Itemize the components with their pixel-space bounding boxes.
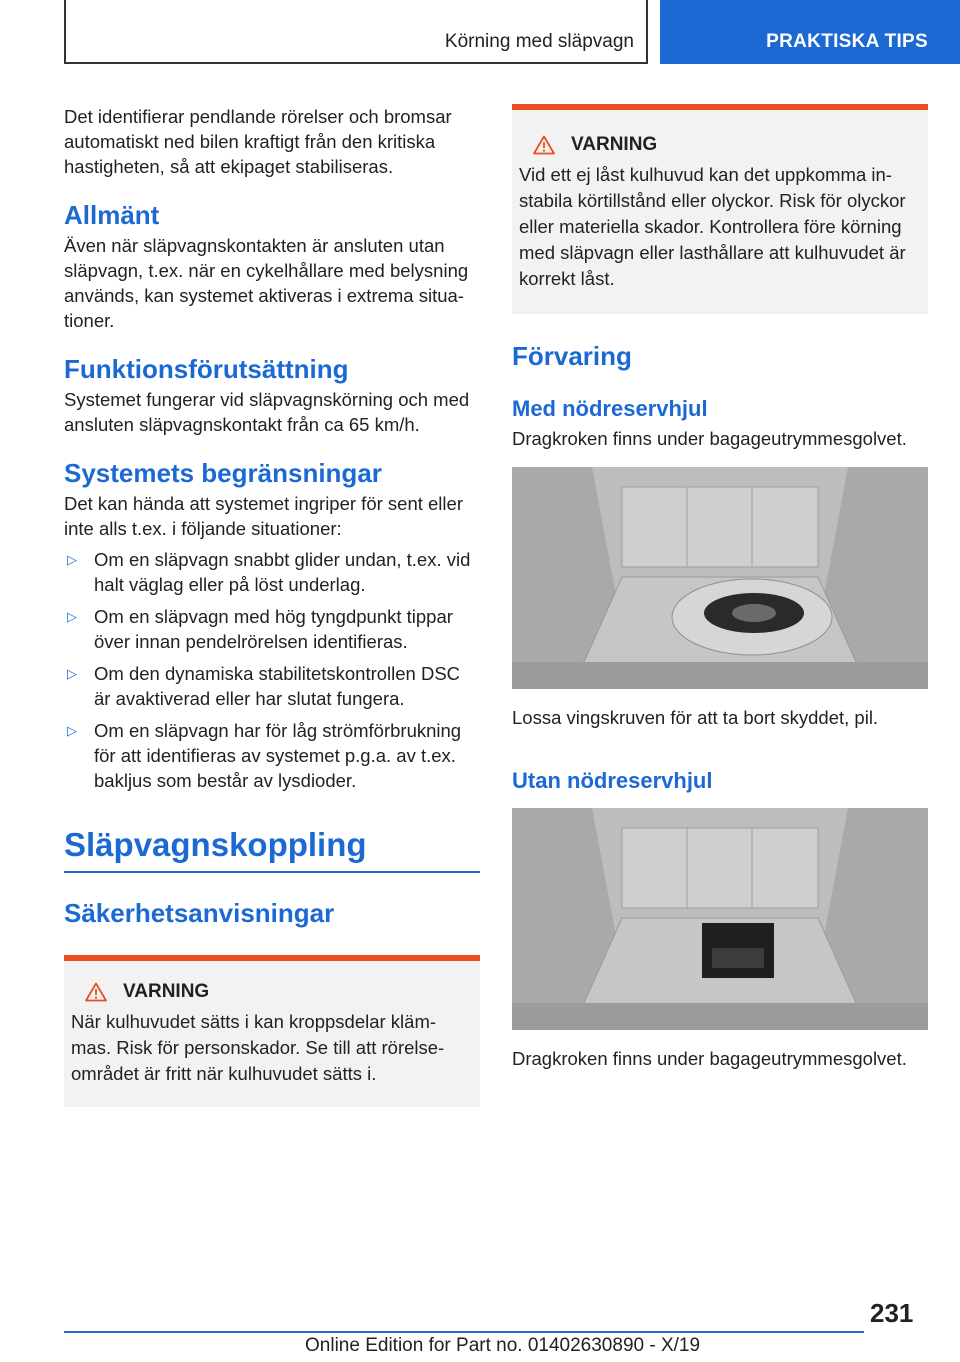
allmant-paragraph: Även när släpvagnskontakten är ansluten utan släpvagn, t.ex. när en cykelhållare med belysning används, kan systemet aktiveras i extrema situa- tioner.: [64, 235, 469, 331]
bullet-triangle-icon: ▷: [67, 666, 77, 681]
funktion-paragraph: Systemet fungerar vid släpvagnskörning och med ansluten släpvagnskontakt från ca 65 km/h.: [64, 389, 470, 435]
begransningar-paragraph: Det kan hända att systemet ingriper för sent eller inte alls t.ex. i följande situationer:: [64, 493, 463, 539]
heading-funktion: Funktionsförutsättning: [64, 354, 349, 384]
heading-sakerhetsanvisningar: Säkerhetsanvisningar: [64, 898, 335, 928]
trunk-photo-no-spare-wheel: [512, 808, 928, 1030]
warning-box: [64, 955, 480, 1107]
bullet-triangle-icon: ▷: [67, 723, 77, 738]
warning-triangle-icon: [85, 982, 107, 1002]
intro-paragraph: Det identifierar pendlande rörelser och bromsar automatiskt ned bilen kraftigt från den kritiska hastigheten, så att ekipaget stabiliseras.: [64, 106, 452, 177]
chapter-heading-block: [64, 825, 480, 873]
photo-caption: Lossa vingskruven för att ta bort skyddet, pil.: [512, 707, 879, 728]
bullet-triangle-icon: ▷: [67, 552, 77, 567]
photo-caption: Dragkroken finns under bagageutrymmesgolvet.: [512, 1048, 907, 1069]
list-item: ▷ Om en släpvagn har för låg strömförbrukning för att identifieras av systemet p.g.a. av t.ex. bakljus som består av lysdioder.: [67, 720, 462, 791]
list-item: ▷ Om en släpvagn med hög tyngdpunkt tippar över innan pendelrörelsen identifieras.: [67, 606, 453, 652]
med-paragraph: Dragkroken finns under bagageutrymmesgolvet.: [512, 428, 907, 449]
chapter-title: PRAKTISKA TIPS: [766, 31, 928, 52]
page-number: 231: [870, 1298, 914, 1328]
warning-text: När kulhuvudet sätts i kan kroppsdelar kläm- mas. Risk för personskador. Se till att rörelse- området är fritt när kulhuvudet sätts i.: [71, 1011, 445, 1084]
warning-text: Vid ett ej låst kulhuvud kan det uppkomma in- stabila körtillstånd eller olyckor. Risk för olyckor eller materiella skador. Kontrollera före körning med släpvagn eller lasthållare att kulhuvudet är korrekt låst.: [519, 164, 906, 289]
warning-triangle-icon: [533, 135, 555, 155]
warning-box: [512, 104, 928, 314]
trunk-photo-spare-wheel: [512, 467, 928, 689]
header-section-tab: [64, 0, 648, 64]
heading-slapvagnskoppling: Släpvagnskoppling: [64, 826, 367, 863]
footer-rule: [64, 1331, 864, 1333]
list-item: ▷ Om den dynamiska stabilitetskontrollen DSC är avaktiverad eller har slutat fungera.: [67, 663, 461, 709]
footer-edition: Online Edition for Part no. 01402630890 - X/19: [305, 1335, 701, 1356]
right-column: [512, 104, 928, 1071]
header-chapter-tab: [660, 0, 960, 64]
heading-begransningar: Systemets begränsningar: [64, 458, 382, 488]
heading-forvaring: Förvaring: [512, 341, 632, 371]
bullet-triangle-icon: ▷: [67, 609, 77, 624]
heading-med-nodreservhjul: Med nödreservhjul: [512, 396, 708, 421]
section-title: Körning med släpvagn: [444, 31, 634, 52]
heading-utan-nodreservhjul: Utan nödreservhjul: [512, 768, 713, 793]
list-item: ▷ Om en släpvagn snabbt glider undan, t.ex. vid halt väglag eller på löst underlag.: [67, 549, 471, 595]
left-column: [64, 104, 480, 1107]
warning-label: VARNING: [571, 134, 658, 155]
heading-allmant: Allmänt: [64, 200, 160, 230]
warning-label: VARNING: [123, 981, 210, 1002]
